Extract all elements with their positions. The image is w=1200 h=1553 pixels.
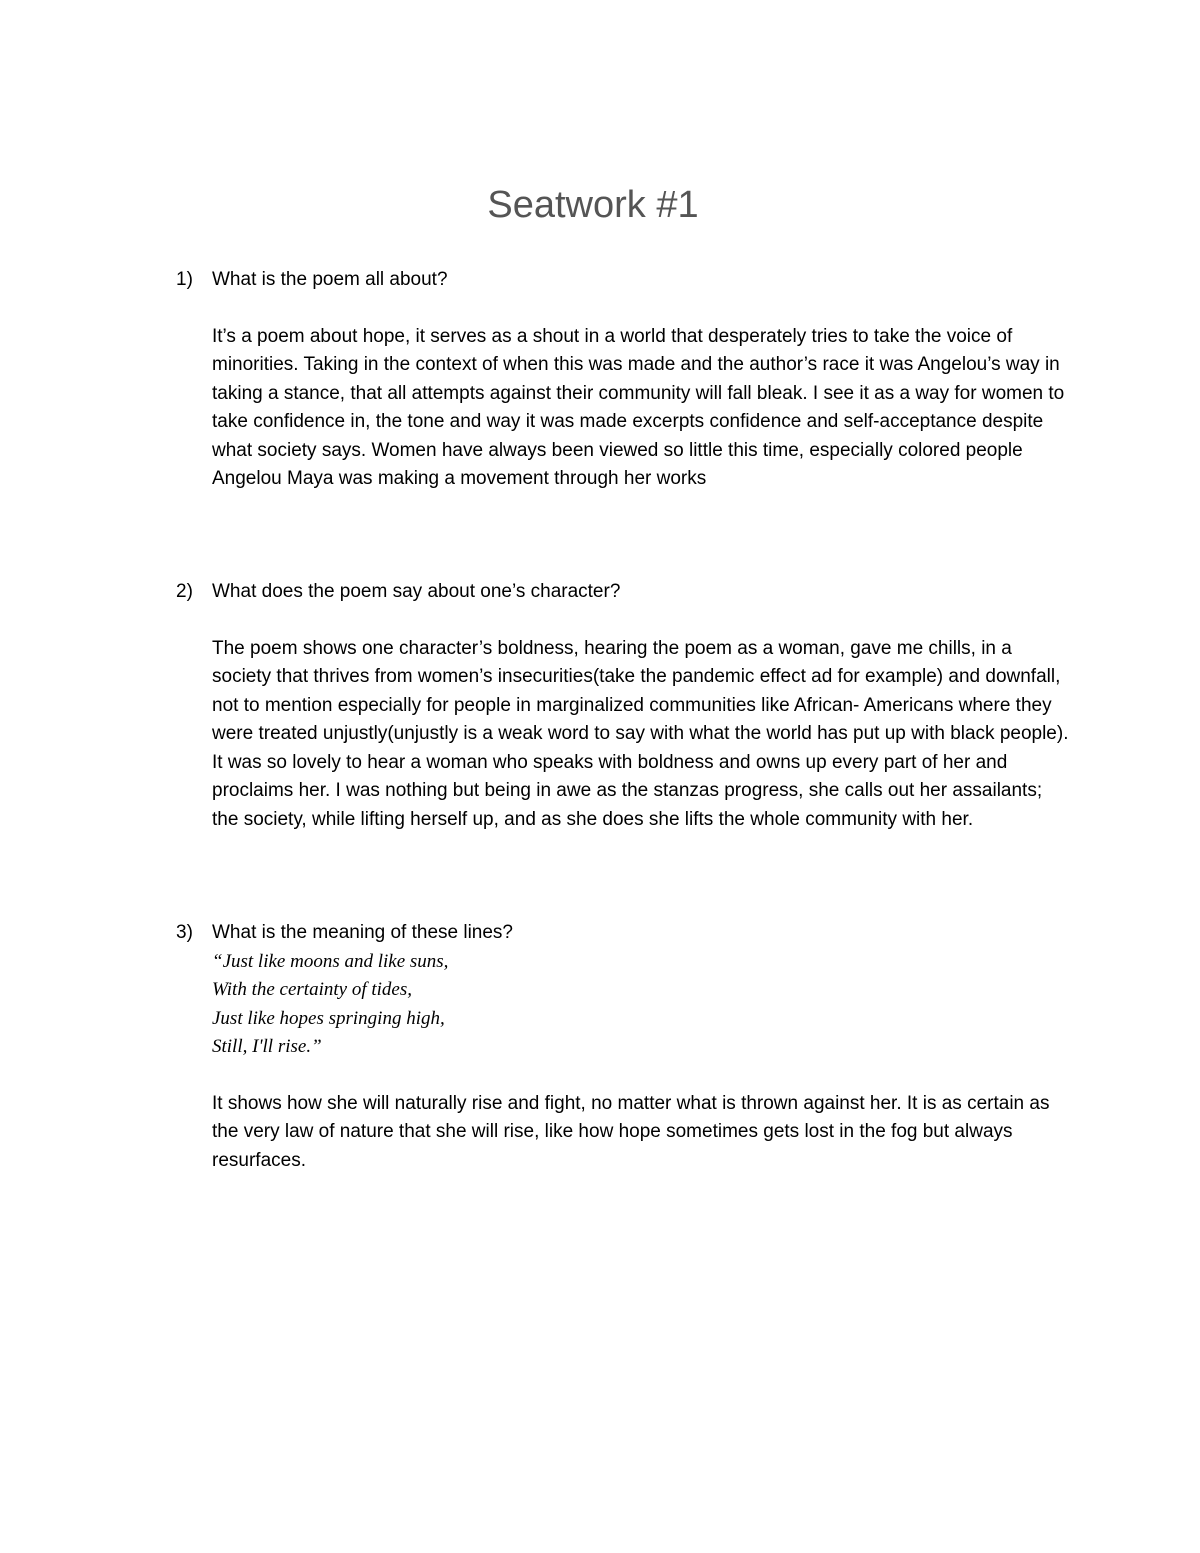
question-text: What is the poem all about? [212, 269, 448, 290]
answer-3: It shows how she will naturally rise and fight, no matter what is thrown against her. It is as certain as the very law of nature that she will rise, like how hope sometimes gets lost in the fog but always resurfaces. [212, 1092, 1050, 1171]
question-3 [170, 919, 1070, 948]
question-number: 1) [176, 269, 193, 290]
question-text: What is the meaning of these lines? [212, 922, 514, 943]
question-2-section [170, 578, 1070, 834]
question-3-section [170, 919, 1070, 1175]
answer-1: It’s a poem about hope, it serves as a shout in a world that desperately tries to take the voice of minorities. Taking in the context of when this was made and the author’s race it was Angelou’s way in taking a stance, that all attempts against their community will fall bleak. I see it as a way for women to take confidence in, the tone and way it was made excerpts confidence and self-acceptance despite what society says. Women have always been viewed so little this time, especially colored people Angelou Maya was making a movement through her works [212, 325, 1065, 489]
poem-quote [212, 948, 1070, 1062]
question-2 [170, 578, 1070, 607]
quote-line: “Just like moons and like suns, [212, 950, 449, 972]
question-1 [170, 266, 1070, 295]
question-1-section [170, 266, 1070, 494]
quote-line: With the certainty of tides, [212, 979, 412, 1000]
quote-line: Still, I'll rise.” [212, 1036, 322, 1057]
answer-2: The poem shows one character’s boldness, hearing the poem as a woman, gave me chills, in a society that thrives from women’s insecurities(take the pandemic effect ad for example) and downfall, not to mention especially for people in marginalized communities like African- Americans where they were treated unjustly(unjustly is a weak word to say with what the world has put up with black people). It was so lovely to hear a woman who speaks with boldness and owns up every part of her and proclaims her. I was nothing but being in awe as the stanzas progress, she calls out her assailants; the society, while lifting herself up, and as she does she lifts the whole community with her. [212, 637, 1069, 830]
question-text: What does the poem say about one’s character? [212, 581, 621, 602]
quote-line: Just like hopes springing high, [212, 1007, 445, 1029]
question-number: 2) [176, 581, 193, 602]
question-number: 3) [176, 922, 193, 943]
page-title: Seatwork #1 [487, 184, 699, 226]
